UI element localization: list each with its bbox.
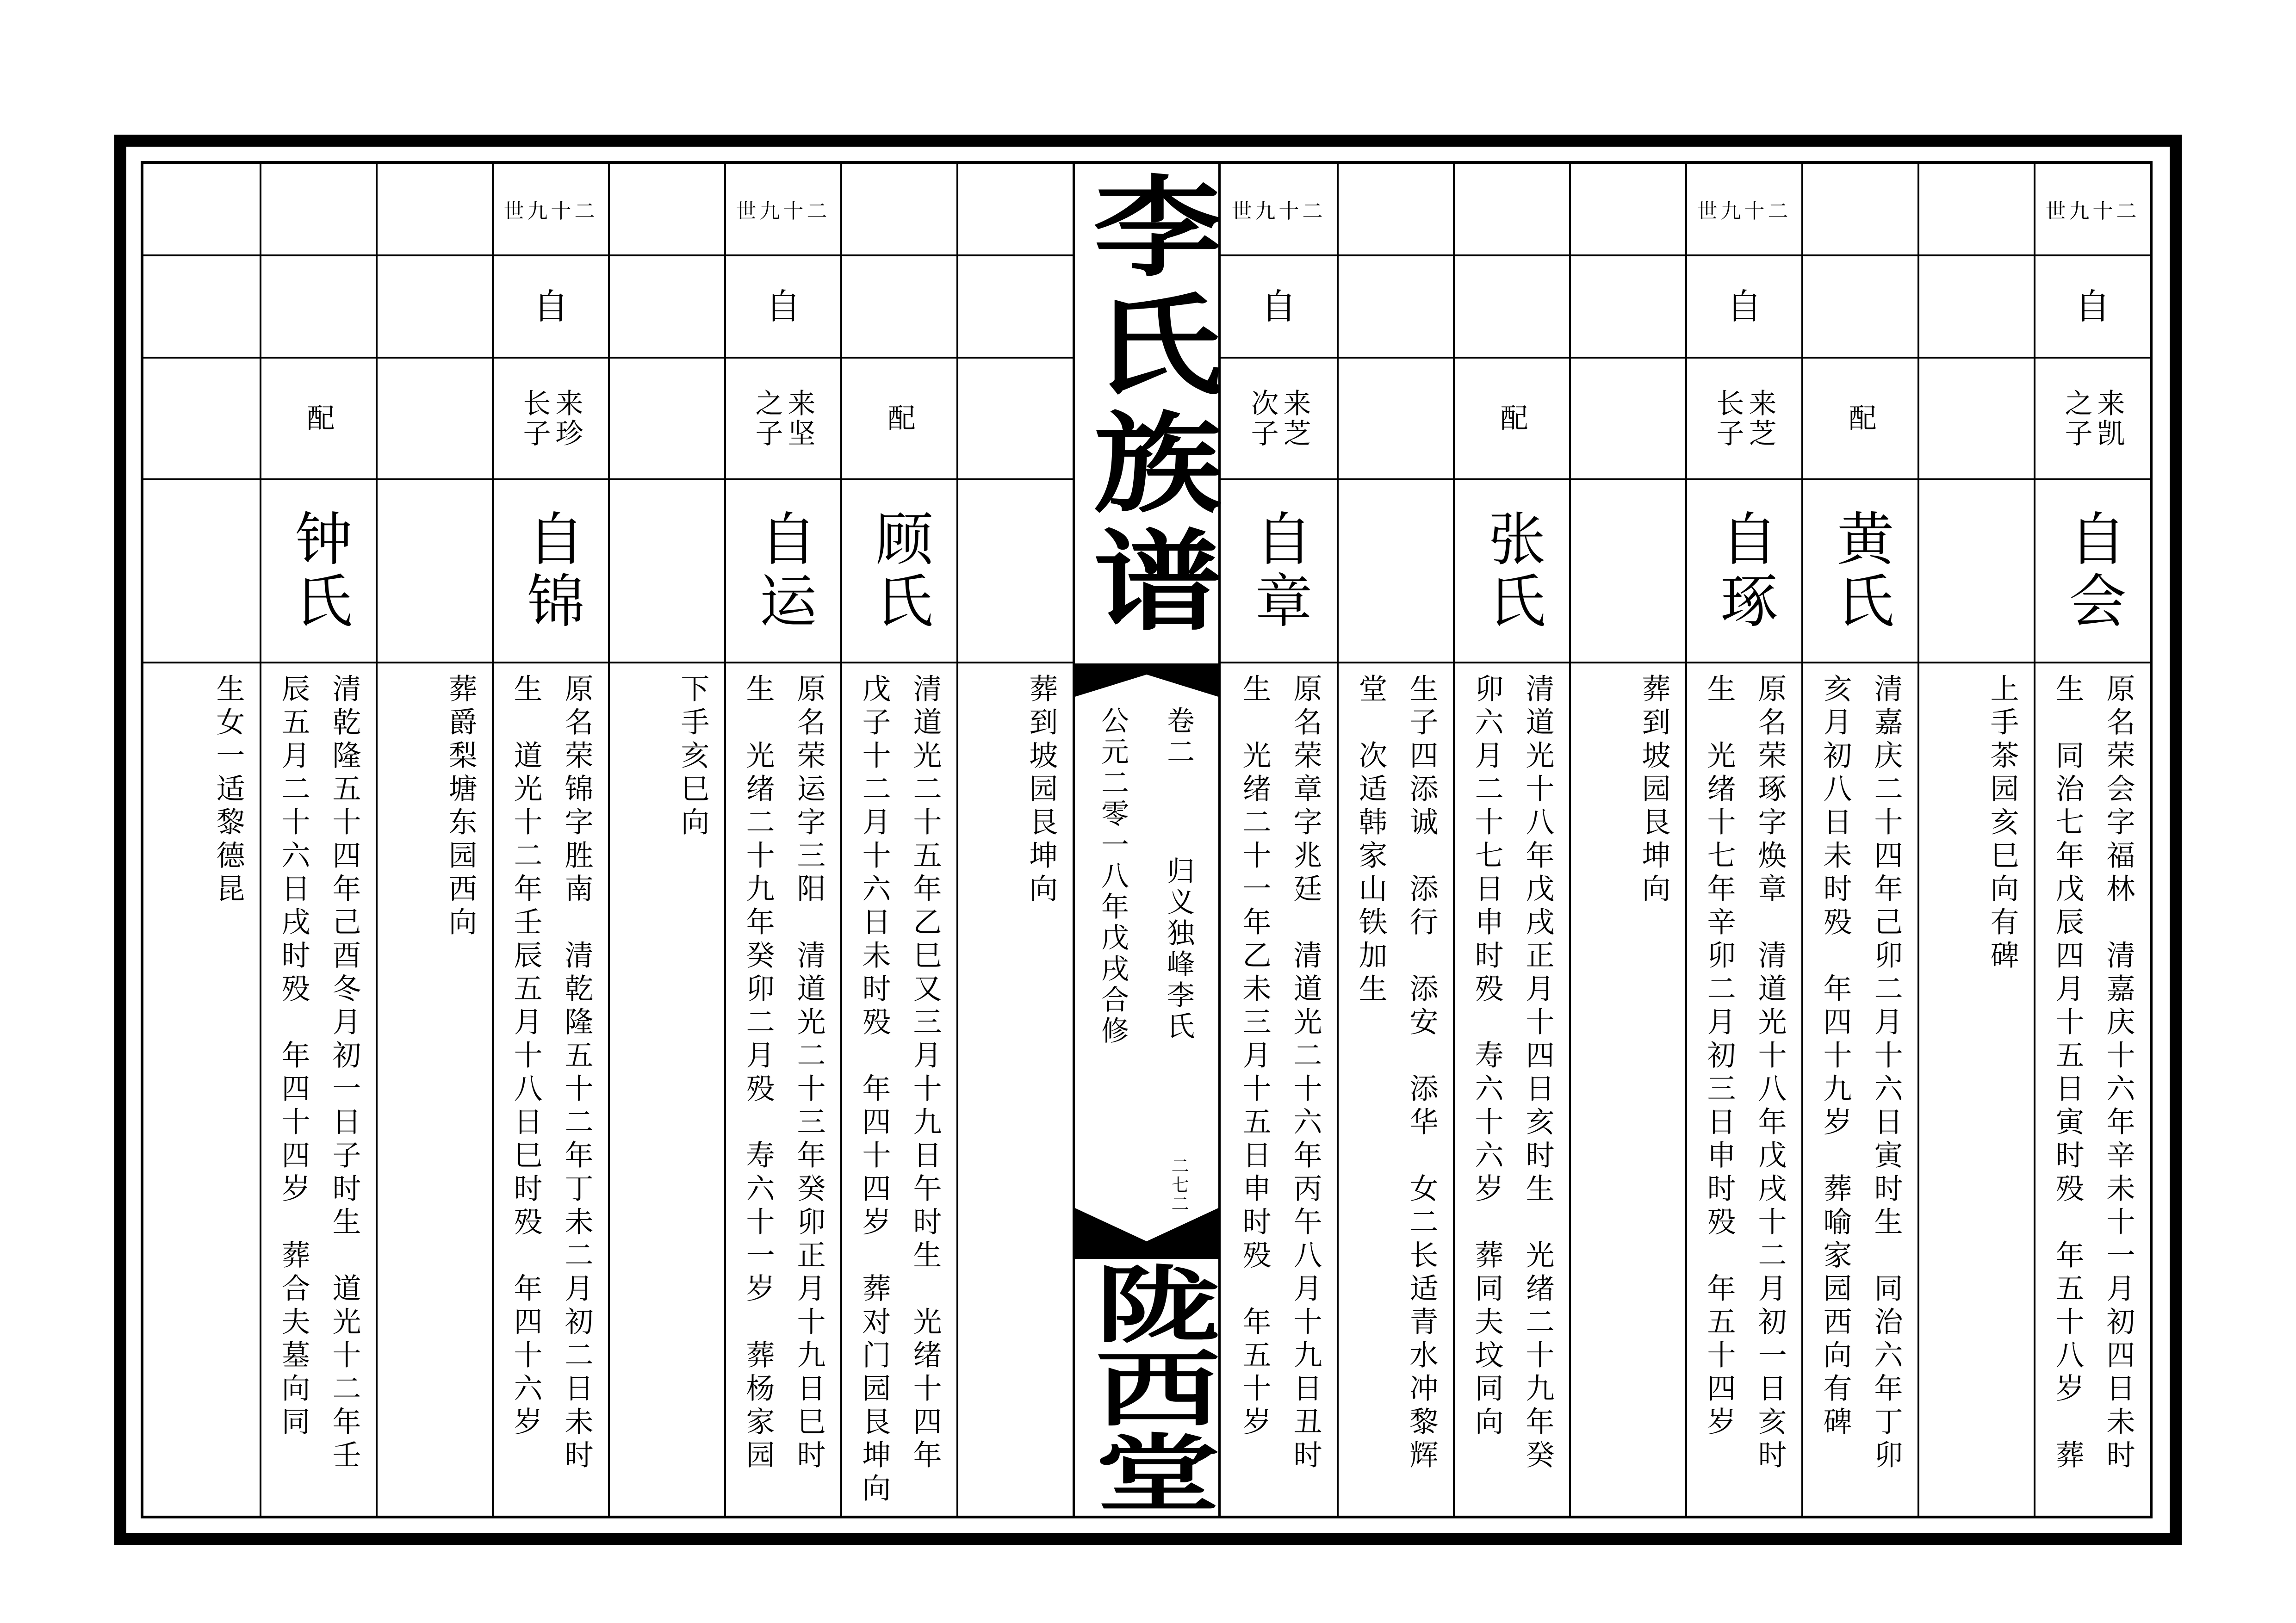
hall-name-wrap (1075, 1261, 1218, 1514)
biography-line: 原名荣锦字胜南 清乾隆五十二年丁未二月初二日未时 (560, 674, 594, 1473)
biography-line: 原名荣运字三阳 清道光二十三年癸卯正月十九日巳时 (792, 674, 826, 1473)
book-title: 李氏族谱 (1072, 170, 1222, 642)
person-name: 钟氏 (285, 509, 352, 633)
given-prefix: 自 (1261, 285, 1297, 327)
relation-cell (2035, 359, 2150, 480)
biography-line: 辰五月二十六日戌时殁 年四十四岁 葬合夫墓向同 (277, 674, 310, 1440)
compiled-date: 公元二零一八年戊戌合修 (1097, 706, 1129, 1047)
biography-line: 生 光绪二十一年乙未三月十五日申时殁 年五十岁 (1238, 674, 1272, 1440)
given-prefix: 自 (765, 285, 801, 327)
generation-cell (1687, 164, 1801, 256)
relation-stack (885, 403, 914, 434)
relation-text: 配 (883, 403, 916, 434)
biography-line: 生 光绪十七年辛卯二月初三日申时殁 年五十四岁 (1702, 674, 1736, 1440)
entry-column (608, 164, 724, 1516)
relation-cell (610, 359, 724, 480)
relation-stack (1714, 389, 1775, 449)
biography-line: 葬到坡园艮坤向 (1024, 674, 1058, 907)
relation-text: 来坚 (783, 388, 816, 449)
entry-column (1453, 164, 1569, 1516)
fish-tail-bottom (1075, 1208, 1218, 1259)
biography-cell (378, 663, 492, 1516)
relation-cell (1687, 359, 1801, 480)
generation-label: 世九十二 (503, 199, 598, 223)
given-prefix-cell (143, 256, 260, 359)
biography-cell (1221, 663, 1337, 1516)
right-page-entries (1221, 164, 2150, 1516)
name-cell (494, 480, 608, 663)
person-name: 黄氏 (1827, 509, 1894, 633)
given-prefix-cell (1221, 256, 1337, 359)
genealogy-table (141, 161, 2153, 1518)
name-cell (610, 480, 724, 663)
relation-cell (1455, 359, 1569, 480)
relation-text: 来芝 (1744, 388, 1777, 449)
relation-cell (1221, 359, 1337, 480)
relation-text: 之子 (2060, 388, 2093, 449)
relation-stack (1846, 403, 1875, 434)
generation-cell (958, 164, 1073, 256)
relation-text: 长子 (518, 388, 551, 449)
biography-cell (494, 663, 608, 1516)
clan-branch: 归义独峰李氏 (1162, 856, 1195, 1042)
hall-name: 陇西堂 (1074, 1261, 1220, 1514)
biography-line: 葬爵梨塘东园西向 (444, 674, 478, 940)
generation-label: 世九十二 (736, 199, 831, 223)
relation-stack (304, 403, 333, 434)
biography-line: 生子四添诚 添行 添安 添华 女二长适青水冲黎辉 (1405, 674, 1439, 1473)
name-cell (1919, 480, 2034, 663)
biography-line: 堂 次适韩家山铁加生 (1354, 674, 1388, 1007)
biography-cell (1455, 663, 1569, 1516)
biography-cell (261, 663, 376, 1516)
biography-cell (842, 663, 956, 1516)
biography-cell (1919, 663, 2034, 1516)
name-cell (1803, 480, 1917, 663)
relation-cell (494, 359, 608, 480)
given-prefix-cell (610, 256, 724, 359)
biography-line: 清道光二十五年乙巳又三月十九日午时生 光绪十四年 (908, 674, 942, 1473)
fish-tail-top (1075, 663, 1218, 697)
relation-cell (1339, 359, 1453, 480)
relation-cell (143, 359, 260, 480)
relation-text: 配 (1496, 403, 1528, 434)
biography-cell (958, 663, 1073, 1516)
given-prefix-cell (261, 256, 376, 359)
given-prefix: 自 (2075, 285, 2110, 327)
biography-line: 原名荣章字兆廷 清道光二十六年丙午八月十九日丑时 (1289, 674, 1322, 1473)
entry-column (1685, 164, 1801, 1516)
relation-text: 次子 (1246, 388, 1279, 449)
biography-line: 原名荣会字福林 清嘉庆十六年辛未十一月初四日未时 (2102, 674, 2135, 1473)
relation-cell (378, 359, 492, 480)
given-prefix-cell (378, 256, 492, 359)
entry-column (1569, 164, 1685, 1516)
biography-line: 生 同治七年戊辰四月十五日寅时殁 年五十八岁 葬 (2051, 674, 2085, 1473)
entry-column (376, 164, 492, 1516)
generation-label: 世九十二 (2045, 199, 2140, 223)
entry-column (840, 164, 956, 1516)
biography-cell (1571, 663, 1685, 1516)
name-cell (1455, 480, 1569, 663)
person-name: 自琢 (1711, 509, 1778, 633)
entry-column (1221, 164, 1337, 1516)
relation-text: 配 (1844, 403, 1877, 434)
relation-text: 来珍 (551, 388, 583, 449)
biography-line: 上手茶园亥巳向有碑 (1986, 674, 2019, 973)
biography-line: 下手亥巳向 (676, 674, 710, 840)
generation-cell (1455, 164, 1569, 256)
biography-line: 葬到坡园艮坤向 (1637, 674, 1671, 907)
biography-line: 戊子十二月十六日未时殁 年四十四岁 葬对门园艮坤向 (857, 674, 891, 1506)
biography-line: 生女一适黎德昆 (211, 674, 245, 907)
given-prefix: 自 (533, 285, 569, 327)
name-cell (143, 480, 260, 663)
name-cell (2035, 480, 2150, 663)
given-prefix-cell (1339, 256, 1453, 359)
entry-column (143, 164, 260, 1516)
page-number: 二七二 (1168, 1157, 1189, 1214)
given-prefix-cell (958, 256, 1073, 359)
name-cell (958, 480, 1073, 663)
biography-line: 清嘉庆二十四年己卯二月十六日寅时生 同治六年丁卯 (1869, 674, 1903, 1473)
name-cell (261, 480, 376, 663)
biography-line: 卯六月二十七日申时殁 寿六十六岁 葬同夫坟同向 (1470, 674, 1504, 1440)
relation-stack (1248, 389, 1309, 449)
biography-cell (143, 663, 260, 1516)
generation-cell (2035, 164, 2150, 256)
name-cell (842, 480, 956, 663)
name-cell (1221, 480, 1337, 663)
biography-line: 清道光十八年戊戌正月十四日亥时生 光绪二十九年癸 (1521, 674, 1555, 1473)
person-name: 自运 (750, 509, 817, 633)
generation-cell (610, 164, 724, 256)
person-name: 自锦 (517, 509, 584, 633)
relation-text: 来凯 (2092, 388, 2125, 449)
entry-column (1337, 164, 1453, 1516)
person-name: 自章 (1245, 509, 1312, 633)
generation-cell (1571, 164, 1685, 256)
biography-line: 生 道光十二年壬辰五月十八日巳时殁 年四十六岁 (509, 674, 543, 1440)
relation-cell (1919, 359, 2034, 480)
relation-stack (753, 389, 814, 449)
generation-cell (726, 164, 840, 256)
given-prefix-cell (726, 256, 840, 359)
generation-cell (261, 164, 376, 256)
relation-text: 配 (302, 403, 335, 434)
relation-stack (1498, 403, 1527, 434)
given-prefix-cell (842, 256, 956, 359)
entry-column (492, 164, 608, 1516)
relation-cell (726, 359, 840, 480)
center-spine (1073, 164, 1221, 1516)
biography-cell (1339, 663, 1453, 1516)
biography-line: 清乾隆五十四年己酉冬月初一日子时生 道光十二年壬 (328, 674, 361, 1473)
biography-cell (1803, 663, 1917, 1516)
relation-stack (2062, 389, 2123, 449)
generation-cell (1221, 164, 1337, 256)
entry-column (2034, 164, 2150, 1516)
entry-column (956, 164, 1073, 1516)
entry-column (1801, 164, 1917, 1516)
entry-column (724, 164, 840, 1516)
name-cell (1687, 480, 1801, 663)
given-prefix-cell (1571, 256, 1685, 359)
given-prefix-cell (494, 256, 608, 359)
volume-label: 卷二 (1162, 706, 1195, 768)
relation-text: 来芝 (1278, 388, 1311, 449)
given-prefix: 自 (1726, 285, 1762, 327)
relation-stack (518, 388, 583, 449)
entry-column (260, 164, 376, 1516)
generation-label: 世九十二 (1697, 199, 1792, 223)
generation-label: 世九十二 (1231, 199, 1326, 223)
relation-cell (958, 359, 1073, 480)
relation-cell (1571, 359, 1685, 480)
book-title-wrap (1072, 170, 1222, 642)
name-cell (1571, 480, 1685, 663)
left-page-entries (143, 164, 1073, 1516)
person-name: 自会 (2059, 509, 2126, 633)
biography-line: 生 光绪二十九年癸卯二月殁 寿六十一岁 葬杨家园 (741, 674, 775, 1473)
relation-cell (842, 359, 956, 480)
person-name: 顾氏 (866, 509, 933, 633)
biography-cell (726, 663, 840, 1516)
generation-cell (1803, 164, 1917, 256)
entry-column (1917, 164, 2034, 1516)
generation-cell (143, 164, 260, 256)
relation-cell (261, 359, 376, 480)
relation-text: 长子 (1712, 388, 1744, 449)
given-prefix-cell (1687, 256, 1801, 359)
given-prefix-cell (1803, 256, 1917, 359)
name-cell (1339, 480, 1453, 663)
biography-line: 原名荣琢字焕章 清道光十八年戊戌十二月初一日亥时 (1753, 674, 1787, 1473)
generation-cell (842, 164, 956, 256)
relation-cell (1803, 359, 1917, 480)
generation-cell (1919, 164, 2034, 256)
biography-cell (2035, 663, 2150, 1516)
generation-cell (494, 164, 608, 256)
given-prefix-cell (2035, 256, 2150, 359)
generation-cell (378, 164, 492, 256)
person-name: 张氏 (1478, 509, 1545, 633)
relation-text: 之子 (751, 388, 783, 449)
name-cell (378, 480, 492, 663)
name-cell (726, 480, 840, 663)
biography-cell (610, 663, 724, 1516)
given-prefix-cell (1919, 256, 2034, 359)
biography-line: 亥月初八日未时殁 年四十九岁 葬喻家园西向有碑 (1818, 674, 1852, 1440)
generation-cell (1339, 164, 1453, 256)
given-prefix-cell (1455, 256, 1569, 359)
biography-cell (1687, 663, 1801, 1516)
